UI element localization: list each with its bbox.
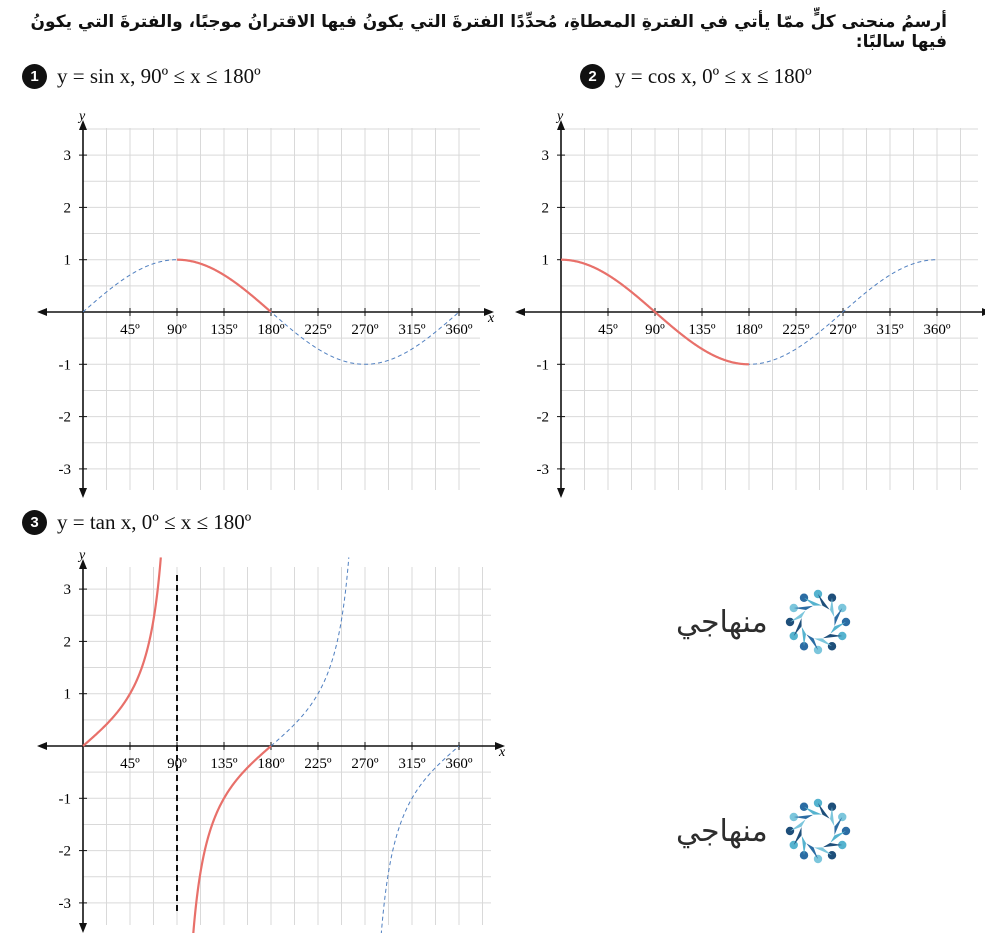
x-tick-label: 270º (829, 322, 857, 338)
grid (561, 128, 978, 490)
x-tick-label: 135º (210, 322, 238, 338)
manhaji-logo-icon (780, 793, 856, 869)
y-tick-label: 3 (63, 148, 71, 165)
x-tick-label: 180º (735, 322, 763, 338)
y-tick-label: 2 (63, 634, 71, 651)
problem-3-equation: y = tan x, 0º ≤ x ≤ 180º (57, 510, 252, 534)
y-tick-label: 2 (63, 200, 71, 217)
x-axis-arrow-left (515, 308, 525, 316)
sin-chart (37, 109, 495, 498)
y-tick-label: -2 (58, 409, 71, 426)
logo-petal (834, 817, 842, 835)
x-tick-label: 180º (257, 756, 285, 772)
x-axis-label: x (499, 745, 506, 760)
problem-1-equation: y = sin x, 90º ≤ x ≤ 180º (57, 64, 261, 88)
x-tick-label: 45º (598, 322, 618, 338)
y-axis-arrow-down (79, 488, 87, 498)
watermark-1 (676, 584, 856, 660)
x-tick-label: 225º (304, 756, 332, 772)
logo-petal (793, 827, 801, 845)
y-tick-label: 3 (63, 582, 71, 599)
x-tick-label: 360º (923, 322, 951, 338)
x-tick-label: 360º (445, 322, 473, 338)
x-axis-arrow-left (37, 308, 47, 316)
y-axis-label: y (557, 109, 564, 124)
logo-petal (793, 618, 801, 636)
x-axis-label: x (488, 311, 495, 326)
x-tick-label: 45º (120, 756, 140, 772)
x-tick-label: 315º (876, 322, 904, 338)
axes (515, 109, 985, 498)
x-tick-label: 45º (120, 322, 140, 338)
y-tick-label: -1 (58, 357, 71, 374)
x-tick-label: 315º (398, 322, 426, 338)
y-tick-label: 1 (63, 252, 71, 269)
y-axis-label: y (79, 109, 86, 124)
y-axis-arrow-down (557, 488, 565, 498)
y-tick-label: -3 (58, 461, 71, 478)
y-tick-label: -3 (58, 895, 71, 912)
tan-chart (37, 548, 506, 933)
x-axis-arrow-left (37, 742, 47, 750)
watermark-text: منهاجي (676, 813, 768, 849)
y-tick-label: 3 (541, 148, 549, 165)
logo-petal (834, 608, 842, 626)
y-axis-arrow-down (79, 923, 87, 933)
logo-petal (814, 847, 832, 855)
x-tick-label: 270º (351, 756, 379, 772)
y-tick-label: -3 (536, 461, 549, 478)
x-tick-label: 225º (304, 322, 332, 338)
y-tick-label: 1 (541, 252, 549, 269)
y-tick-label: -1 (536, 357, 549, 374)
x-tick-label: 135º (210, 756, 238, 772)
x-tick-label: 315º (398, 756, 426, 772)
y-axis-label: y (79, 548, 86, 563)
curve-highlight-tan (193, 746, 271, 933)
cos-chart (515, 109, 985, 498)
y-tick-label: 1 (63, 686, 71, 703)
axes (37, 109, 495, 498)
y-tick-label: -1 (58, 791, 71, 808)
logo-petal (804, 807, 822, 815)
x-tick-label: 135º (688, 322, 716, 338)
logo-petal (814, 638, 832, 646)
y-tick-label: -2 (536, 409, 549, 426)
problem-3-badge: 3 (22, 510, 47, 535)
x-tick-label: 270º (351, 322, 379, 338)
x-tick-label: 225º (782, 322, 810, 338)
x-tick-label: 90º (645, 322, 665, 338)
problem-2-badge: 2 (580, 64, 605, 89)
grid (83, 128, 480, 490)
y-tick-label: 2 (541, 200, 549, 217)
instruction-text: أرسمُ منحنى كلٍّ ممّا يأتي في الفترةِ المعطاةِ، مُحدِّدًا الفترةَ التي يكونُ فيها الاقترانُ موجبًا، والفترةَ التي يكونُ فيها سالبًا: (30, 12, 947, 52)
manhaji-logo-icon (780, 584, 856, 660)
curve-dashed-tan (381, 746, 459, 933)
watermark-2 (676, 793, 856, 869)
problem-2-equation: y = cos x, 0º ≤ x ≤ 180º (615, 64, 812, 88)
curve-dashed-tan (271, 557, 349, 746)
curve-highlight-tan (83, 557, 161, 746)
x-tick-label: 180º (257, 322, 285, 338)
logo-petal (804, 598, 822, 606)
x-tick-label: 90º (167, 756, 187, 772)
y-tick-label: -2 (58, 843, 71, 860)
problem-1-badge: 1 (22, 64, 47, 89)
x-tick-label: 90º (167, 322, 187, 338)
watermark-text: منهاجي (676, 604, 768, 640)
x-tick-label: 360º (445, 756, 473, 772)
